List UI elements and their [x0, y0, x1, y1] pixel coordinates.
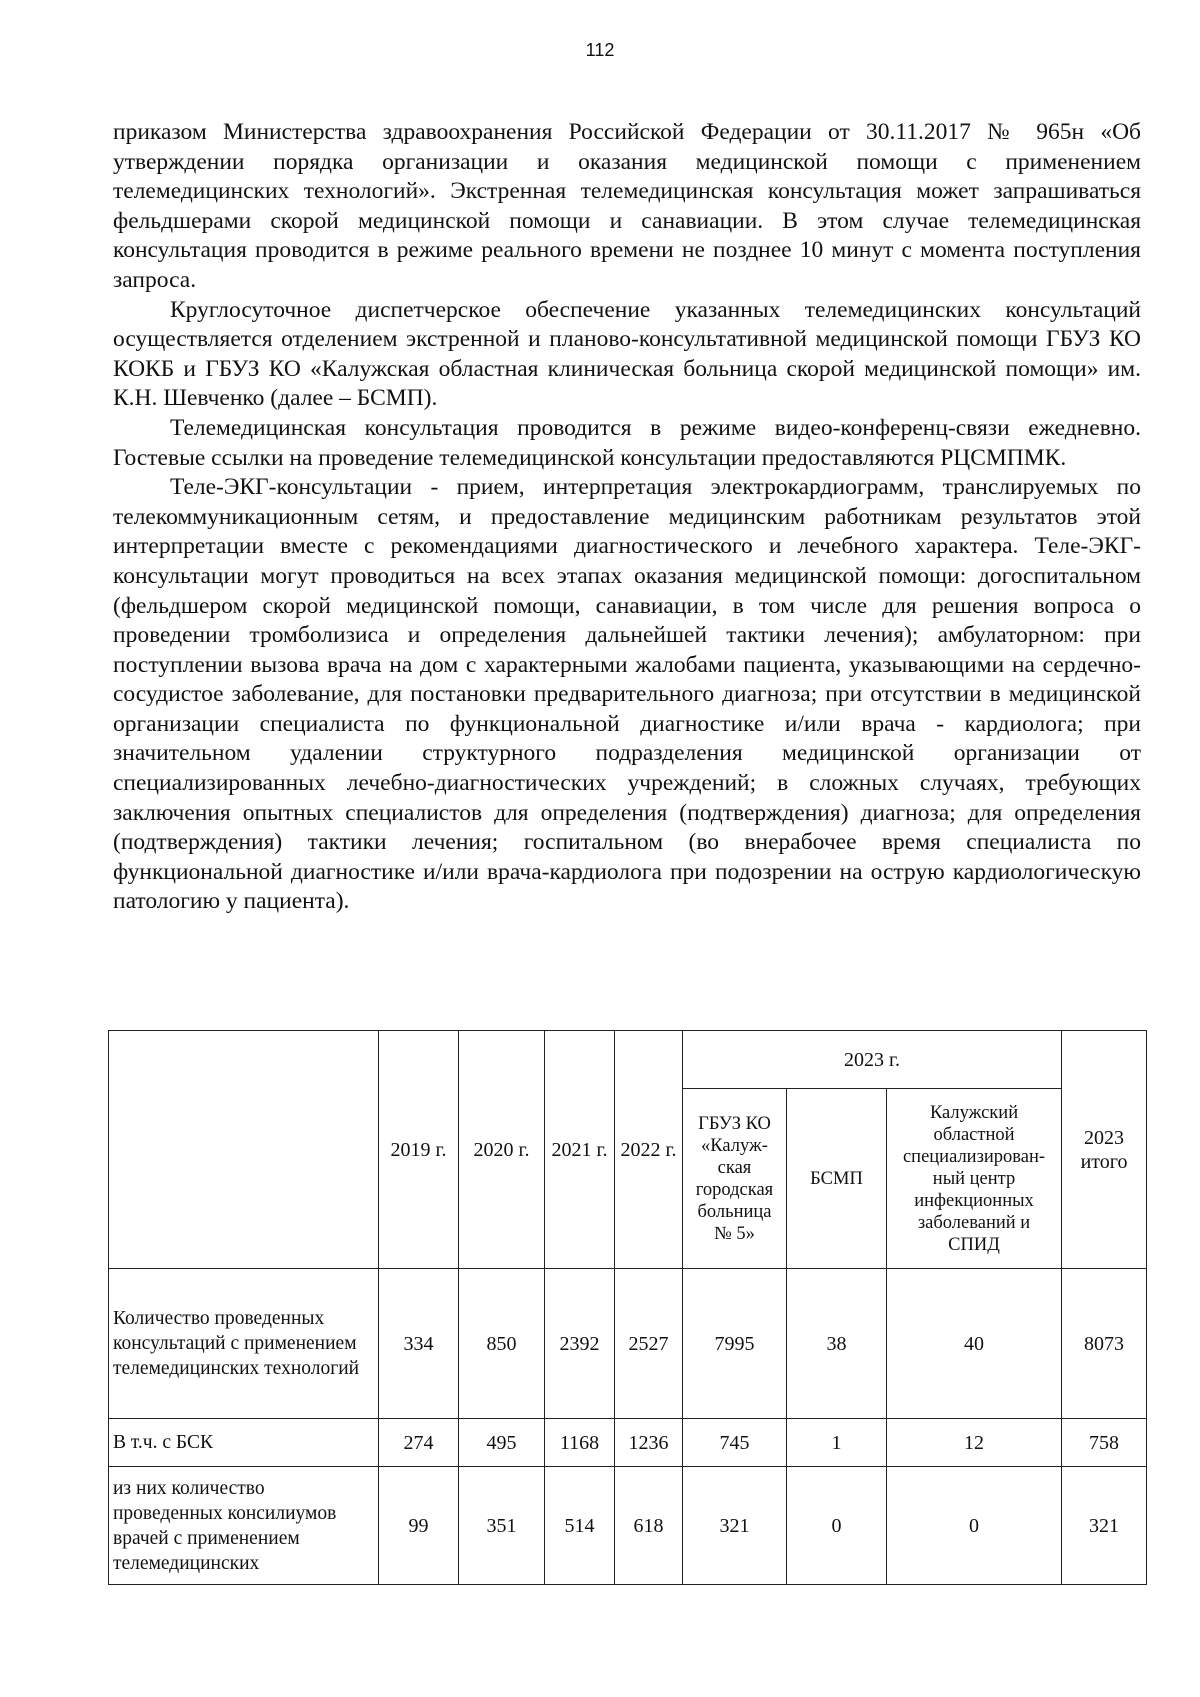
cell-value: 1 — [787, 1419, 887, 1467]
header-aids-center: Калужский областной специализирован-ный центр инфекционных заболеваний и СПИД — [887, 1089, 1062, 1269]
document-body — [113, 118, 1141, 917]
header-2023-total: 2023 итого — [1062, 1031, 1147, 1269]
cell-value: 618 — [615, 1467, 683, 1585]
cell-value: 850 — [459, 1269, 545, 1419]
cell-value: 40 — [887, 1269, 1062, 1419]
cell-value: 514 — [545, 1467, 615, 1585]
cell-value: 334 — [379, 1269, 459, 1419]
paragraph-1: приказом Министерства здравоохранения Российской Федерации от 30.11.2017 № 965н «Об утверждении порядка организации и оказания медицинской помощи с применением телемедицинских технологий». Экстренная телемедицинская консультация может запрашиваться фельдшерами скорой медицинской помощи и санавиации. В этом случае телемедицинская консультация проводится в режиме реального времени не позднее 10 минут с момента поступления запроса. — [113, 119, 1141, 293]
header-2021: 2021 г. — [545, 1031, 615, 1269]
cell-value: 99 — [379, 1467, 459, 1585]
header-2022: 2022 г. — [615, 1031, 683, 1269]
cell-value: 0 — [787, 1467, 887, 1585]
cell-value: 0 — [887, 1467, 1062, 1585]
cell-value: 745 — [683, 1419, 787, 1467]
header-2020: 2020 г. — [459, 1031, 545, 1269]
cell-value: 7995 — [683, 1269, 787, 1419]
cell-value: 1168 — [545, 1419, 615, 1467]
table-row — [109, 1419, 1147, 1467]
paragraph-3: Телемедицинская консультация проводится в режиме видео-конференц-связи ежедневно. Гостевые ссылки на проведение телемедицинской консультации предоставляются РЦСМПМК. — [113, 414, 1141, 471]
cell-value: 321 — [683, 1467, 787, 1585]
cell-value: 2392 — [545, 1269, 615, 1419]
header-empty-cell — [109, 1031, 379, 1269]
cell-value: 351 — [459, 1467, 545, 1585]
row-label-bsk: В т.ч. с БСК — [109, 1419, 379, 1467]
header-2023-group: 2023 г. — [683, 1031, 1062, 1089]
cell-value: 758 — [1062, 1419, 1147, 1467]
header-bsmp: БСМП — [787, 1089, 887, 1269]
header-2019: 2019 г. — [379, 1031, 459, 1269]
header-hospital-5: ГБУЗ КО «Калуж-ская городская больница № 5» — [683, 1089, 787, 1269]
table-row — [109, 1467, 1147, 1585]
cell-value: 38 — [787, 1269, 887, 1419]
paragraph-2: Круглосуточное диспетчерское обеспечение указанных телемедицинских консультаций осуществляется отделением экстренной и планово-консультативной медицинской помощи ГБУЗ КО КОКБ и ГБУЗ КО «Калужская областная клиническая больница скорой медицинской помощи» им. К.Н. Шевченко (далее – БСМП). — [113, 296, 1141, 412]
page-number: 112 — [585, 40, 615, 60]
statistics-table — [108, 1030, 1147, 1585]
cell-value: 321 — [1062, 1467, 1147, 1585]
row-label-consultations: Количество проведенных консультаций с применением телемедицинских технологий — [109, 1269, 379, 1419]
cell-value: 8073 — [1062, 1269, 1147, 1419]
row-label-councils: из них количество проведенных консилиумов врачей с применением телемедицинских — [109, 1467, 379, 1585]
cell-value: 274 — [379, 1419, 459, 1467]
cell-value: 495 — [459, 1419, 545, 1467]
cell-value: 12 — [887, 1419, 1062, 1467]
paragraph-4: Теле-ЭКГ-консультации - прием, интерпретация электрокардиограмм, транслируемых по телекоммуникационным сетям, и предоставление медицинским работникам результатов этой интерпретации вместе с рекомендациями диагностического и лечебного характера. Теле-ЭКГ-консультации могут проводиться на всех этапах оказания медицинской помощи: догоспитальном (фельдшером скорой медицинской помощи, санавиации, в том числе для решения вопроса о проведении тромболизиса и определения дальнейшей тактики лечения); амбулаторном: при поступлении вызова врача на дом с характерными жалобами пациента, указывающими на сердечно-сосудистое заболевание, для постановки предварительного диагноза; при отсутствии в медицинской организации специалиста по функциональной диагностике и/или врача - кардиолога; при значительном удалении структурного подразделения медицинской организации от специализированных лечебно-диагностических учреждений; в сложных случаях, требующих заключения опытных специалистов для определения (подтверждения) диагноза; для определения (подтверждения) тактики лечения; госпитальном (во внерабочее время специалиста по функциональной диагностике и/или врача-кардиолога при подозрении на острую кардиологическую патологию у пациента). — [113, 474, 1141, 915]
table-row — [109, 1269, 1147, 1419]
cell-value: 2527 — [615, 1269, 683, 1419]
table-header-row-1 — [109, 1031, 1147, 1089]
cell-value: 1236 — [615, 1419, 683, 1467]
